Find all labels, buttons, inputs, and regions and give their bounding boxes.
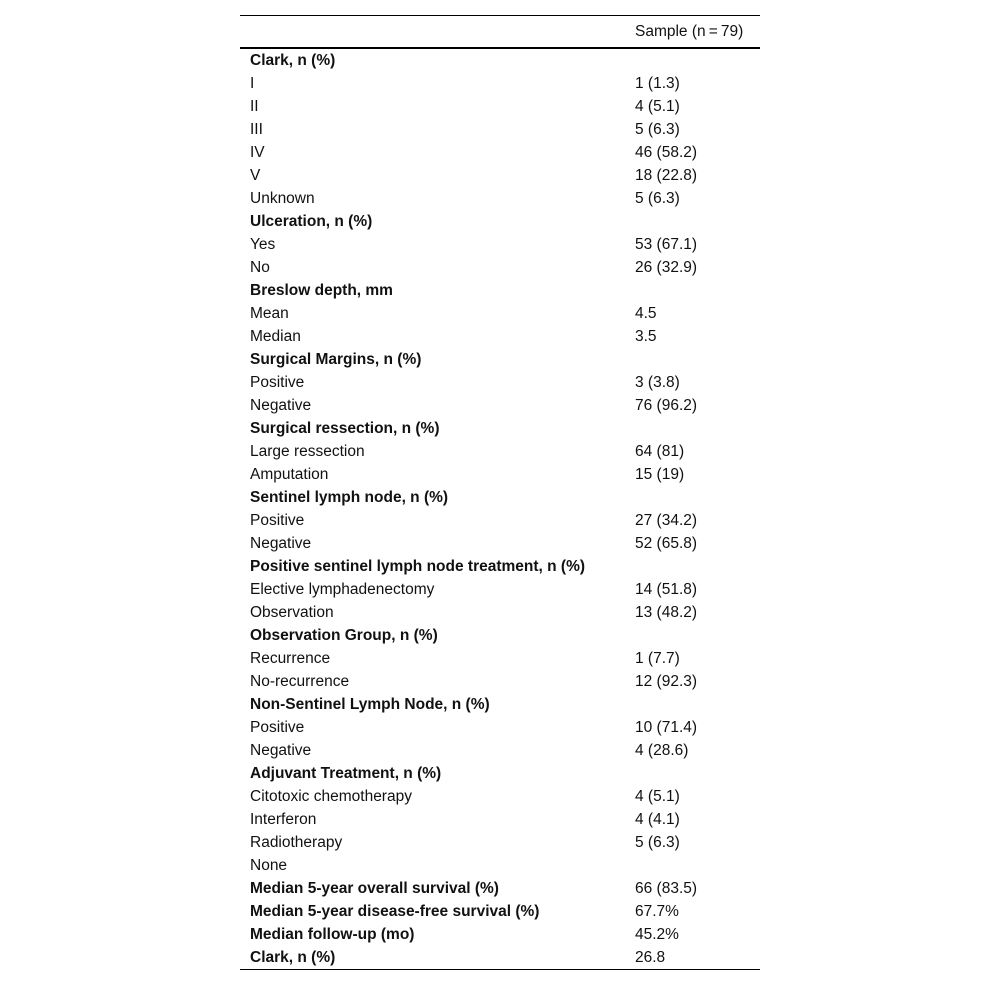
table-row xyxy=(240,808,760,831)
row-value xyxy=(635,348,760,371)
row-label: Positive xyxy=(250,374,305,391)
row-value xyxy=(635,555,760,578)
column-header-sample: Sample (n = 79) xyxy=(635,16,760,49)
table-section-row xyxy=(240,279,760,302)
table-row xyxy=(240,463,760,486)
row-value: 5 (6.3) xyxy=(635,834,680,851)
table-row xyxy=(240,785,760,808)
section-label: Clark, n (%) xyxy=(250,52,336,69)
row-label: I xyxy=(250,75,255,92)
table-section-row xyxy=(240,946,760,970)
row-value: 14 (51.8) xyxy=(635,581,698,598)
row-value: 53 (67.1) xyxy=(635,236,698,253)
section-label: Surgical Margins, n (%) xyxy=(250,351,422,368)
table-body xyxy=(240,48,760,970)
row-value xyxy=(635,48,760,72)
table-row xyxy=(240,670,760,693)
row-value: 13 (48.2) xyxy=(635,604,698,621)
row-label: Large ressection xyxy=(250,443,365,460)
row-value: 10 (71.4) xyxy=(635,719,698,736)
section-label: Observation Group, n (%) xyxy=(250,627,438,644)
table-row xyxy=(240,854,760,877)
row-value: 3 (3.8) xyxy=(635,374,680,391)
table-row xyxy=(240,72,760,95)
table-row xyxy=(240,440,760,463)
section-label: Median 5-year disease-free survival (%) xyxy=(250,903,540,920)
row-value xyxy=(635,417,760,440)
row-label: Elective lymphadenectomy xyxy=(250,581,435,598)
row-label: IV xyxy=(250,144,265,161)
row-value: 5 (6.3) xyxy=(635,121,680,138)
row-label: Unknown xyxy=(250,190,315,207)
row-value: 66 (83.5) xyxy=(635,880,698,897)
row-value: 46 (58.2) xyxy=(635,144,698,161)
section-label: Adjuvant Treatment, n (%) xyxy=(250,765,442,782)
row-label: No-recurrence xyxy=(250,673,350,690)
table-row xyxy=(240,302,760,325)
row-label: Radiotherapy xyxy=(250,834,343,851)
row-label: II xyxy=(250,98,259,115)
table-row xyxy=(240,141,760,164)
table-section-row xyxy=(240,624,760,647)
column-header-characteristic xyxy=(240,16,635,49)
table-row xyxy=(240,509,760,532)
characteristics-table xyxy=(240,15,760,970)
table-section-row xyxy=(240,555,760,578)
row-label: III xyxy=(250,121,263,138)
section-label: Sentinel lymph node, n (%) xyxy=(250,489,449,506)
row-label: Citotoxic chemotherapy xyxy=(250,788,412,805)
table-section-row xyxy=(240,348,760,371)
row-value: 18 (22.8) xyxy=(635,167,698,184)
section-label: Median 5-year overall survival (%) xyxy=(250,880,499,897)
table-row xyxy=(240,256,760,279)
row-value xyxy=(635,854,760,877)
row-label: Interferon xyxy=(250,811,317,828)
row-label: Negative xyxy=(250,742,312,759)
table-row xyxy=(240,394,760,417)
table-section-row xyxy=(240,900,760,923)
section-label: Median follow-up (mo) xyxy=(250,926,415,943)
row-value: 12 (92.3) xyxy=(635,673,698,690)
row-value: 4 (28.6) xyxy=(635,742,689,759)
row-value: 64 (81) xyxy=(635,443,685,460)
row-label: Positive xyxy=(250,512,305,529)
table-row xyxy=(240,118,760,141)
table-section-row xyxy=(240,762,760,785)
row-label: Median xyxy=(250,328,301,345)
characteristics-table-container xyxy=(240,15,760,970)
table-row xyxy=(240,233,760,256)
section-label: Surgical ressection, n (%) xyxy=(250,420,440,437)
row-label: None xyxy=(250,857,288,874)
row-value xyxy=(635,210,760,233)
section-label: Clark, n (%) xyxy=(240,946,635,970)
row-value: 67.7% xyxy=(635,903,679,920)
row-label: V xyxy=(250,167,261,184)
table-header-row xyxy=(240,16,760,49)
row-value: 52 (65.8) xyxy=(635,535,698,552)
row-label: Negative xyxy=(250,535,312,552)
table-row xyxy=(240,739,760,762)
row-label: Yes xyxy=(250,236,276,253)
table-section-row xyxy=(240,210,760,233)
row-label: Amputation xyxy=(250,466,329,483)
row-value: 4 (5.1) xyxy=(635,788,680,805)
row-value: 4 (5.1) xyxy=(635,98,680,115)
table-section-row xyxy=(240,693,760,716)
row-value: 4.5 xyxy=(635,305,657,322)
table-row xyxy=(240,716,760,739)
table-row xyxy=(240,532,760,555)
section-label: Ulceration, n (%) xyxy=(250,213,373,230)
row-value: 45.2% xyxy=(635,926,679,943)
table-row xyxy=(240,601,760,624)
row-label: Recurrence xyxy=(250,650,331,667)
row-value: 27 (34.2) xyxy=(635,512,698,529)
row-label: Positive xyxy=(250,719,305,736)
row-value: 26 (32.9) xyxy=(635,259,698,276)
table-row xyxy=(240,647,760,670)
table-row xyxy=(240,578,760,601)
row-label: Mean xyxy=(250,305,289,322)
row-label: Negative xyxy=(250,397,312,414)
row-value xyxy=(635,624,760,647)
row-value: 5 (6.3) xyxy=(635,190,680,207)
row-value xyxy=(635,486,760,509)
section-label: Non-Sentinel Lymph Node, n (%) xyxy=(250,696,490,713)
table-section-row xyxy=(240,877,760,900)
table-row xyxy=(240,325,760,348)
section-label: Positive sentinel lymph node treatment, n (%) xyxy=(250,558,586,575)
table-section-row xyxy=(240,923,760,946)
row-label: Observation xyxy=(250,604,334,621)
table-section-row xyxy=(240,48,760,72)
row-value: 4 (4.1) xyxy=(635,811,680,828)
row-label: No xyxy=(250,259,270,276)
row-value: 76 (96.2) xyxy=(635,397,698,414)
table-section-row xyxy=(240,417,760,440)
table-row xyxy=(240,95,760,118)
row-value: 26.8 xyxy=(635,946,760,970)
row-value: 1 (7.7) xyxy=(635,650,680,667)
section-label: Breslow depth, mm xyxy=(250,282,393,299)
table-section-row xyxy=(240,486,760,509)
row-value: 1 (1.3) xyxy=(635,75,680,92)
row-value: 3.5 xyxy=(635,328,657,345)
table-row xyxy=(240,164,760,187)
row-value: 15 (19) xyxy=(635,466,685,483)
table-row xyxy=(240,831,760,854)
row-value xyxy=(635,693,760,716)
row-value xyxy=(635,762,760,785)
table-row xyxy=(240,371,760,394)
row-value xyxy=(635,279,760,302)
table-row xyxy=(240,187,760,210)
